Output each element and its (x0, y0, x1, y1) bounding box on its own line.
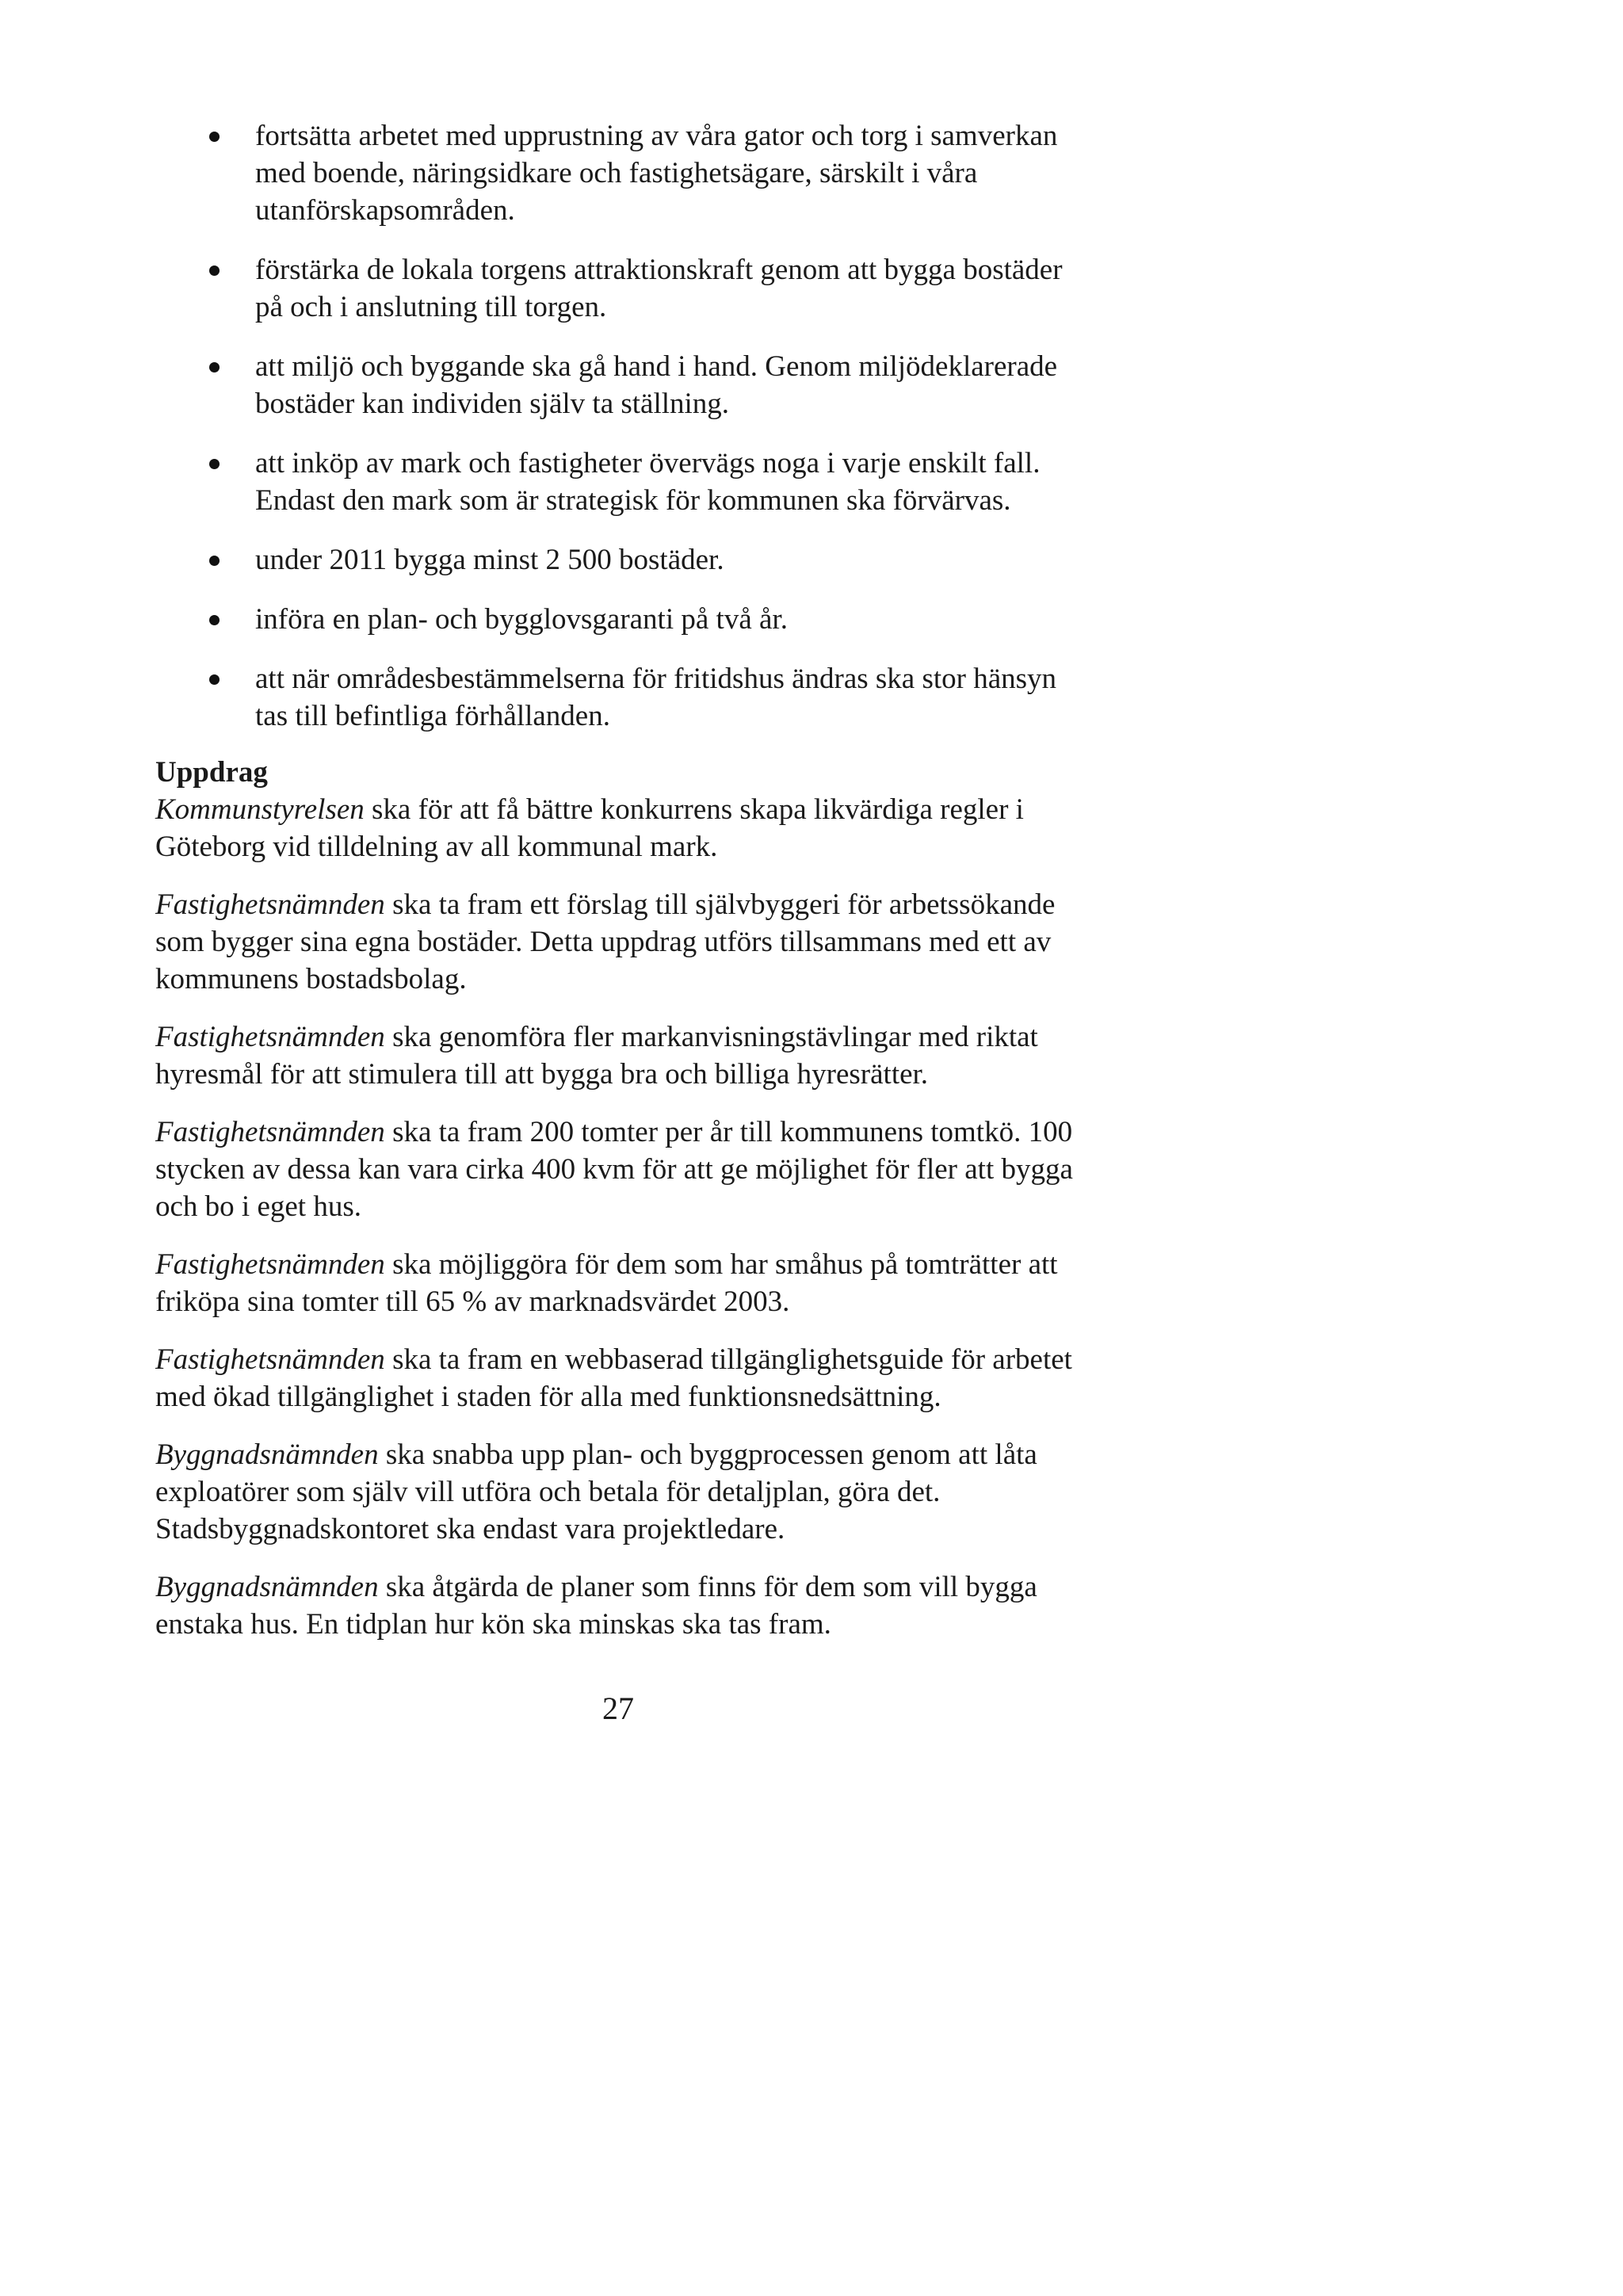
actor-name: Byggnadsnämnden (155, 1438, 379, 1471)
list-item-text: under 2011 bygga minst 2 500 bostäder. (255, 544, 724, 576)
paragraph (155, 1341, 1094, 1415)
list-item (155, 541, 1094, 579)
list-item (155, 348, 1094, 422)
actor-name: Fastighetsnämnden (155, 1343, 385, 1376)
list-item-text: att inköp av mark och fastigheter övervägs noga i varje enskilt fall. Endast den mark som är strategisk för kommunen ska förvärvas. (255, 447, 1041, 517)
list-item (155, 117, 1094, 229)
actor-name: Fastighetsnämnden (155, 1116, 385, 1148)
paragraph (155, 1114, 1094, 1225)
paragraph-text: ska ta fram ett förslag till självbyggeri för arbetssökande som bygger sina egna bostäder. Detta uppdrag utförs tillsammans med ett av kommunens bostadsbolag. (155, 888, 1056, 995)
bullet-icon (209, 615, 220, 625)
bullet-icon (209, 132, 220, 142)
page-number: 27 (602, 1690, 634, 1726)
paragraph-text: ska genomföra fler markanvisningstävlingar med riktat hyresmål för att stimulera till att bygga bra och billiga hyresrätter. (155, 1021, 1038, 1091)
bullet-icon (209, 459, 220, 469)
bullet-icon (209, 266, 220, 276)
paragraph-text: ska ta fram en webbaserad tillgänglighetsguide för arbetet med ökad tillgänglighet i staden för alla med funktionsnedsättning. (155, 1343, 1072, 1413)
paragraph-text: ska åtgärda de planer som finns för dem som vill bygga enstaka hus. En tidplan hur kön ska minskas ska tas fram. (155, 1571, 1037, 1641)
paragraph-text: ska för att få bättre konkurrens skapa likvärdiga regler i Göteborg vid tilldelning av all kommunal mark. (155, 793, 1024, 863)
paragraph (155, 1568, 1094, 1643)
paragraph (155, 1436, 1094, 1548)
section-heading: Uppdrag (155, 756, 268, 789)
list-item (155, 660, 1094, 735)
paragraph-text: ska ta fram 200 tomter per år till kommunens tomtkö. 100 stycken av dessa kan vara cirka 400 kvm för att ge möjlighet för fler att bygga och bo i eget hus. (155, 1116, 1073, 1223)
list-item-text: förstärka de lokala torgens attraktionskraft genom att bygga bostäder på och i anslutning till torgen. (255, 254, 1063, 323)
list-item-text: att miljö och byggande ska gå hand i hand. Genom miljödeklarerade bostäder kan individen själv ta ställning. (255, 350, 1058, 420)
bullet-list (155, 117, 1094, 735)
paragraph (155, 1018, 1094, 1093)
document-body (155, 117, 1094, 1664)
bullet-icon (209, 362, 220, 372)
paragraph (155, 886, 1094, 998)
actor-name: Fastighetsnämnden (155, 1248, 385, 1281)
paragraph-text: ska snabba upp plan- och byggprocessen genom att låta exploatörer som själv vill utföra och betala för detaljplan, göra det. Stadsbyggnadskontoret ska endast vara projektledare. (155, 1438, 1037, 1545)
list-item-text: införa en plan- och bygglovsgaranti på två år. (255, 603, 788, 636)
list-item (155, 251, 1094, 326)
bullet-icon (209, 556, 220, 566)
bullet-icon (209, 674, 220, 685)
list-item-text: att när områdesbestämmelserna för fritidshus ändras ska stor hänsyn tas till befintliga förhållanden. (255, 663, 1057, 732)
actor-name: Fastighetsnämnden (155, 1021, 385, 1053)
paragraph (155, 1246, 1094, 1320)
paragraph-text: ska möjliggöra för dem som har småhus på tomträtter att friköpa sina tomter till 65 % av marknadsvärdet 2003. (155, 1248, 1058, 1318)
list-item (155, 445, 1094, 519)
paragraph (155, 791, 1094, 865)
list-item-text: fortsätta arbetet med upprustning av våra gator och torg i samverkan med boende, näringsidkare och fastighetsägare, särskilt i våra utanförskapsområden. (255, 120, 1058, 227)
list-item (155, 601, 1094, 638)
actor-name: Byggnadsnämnden (155, 1571, 379, 1603)
actor-name: Fastighetsnämnden (155, 888, 385, 921)
actor-name: Kommunstyrelsen (155, 793, 365, 826)
